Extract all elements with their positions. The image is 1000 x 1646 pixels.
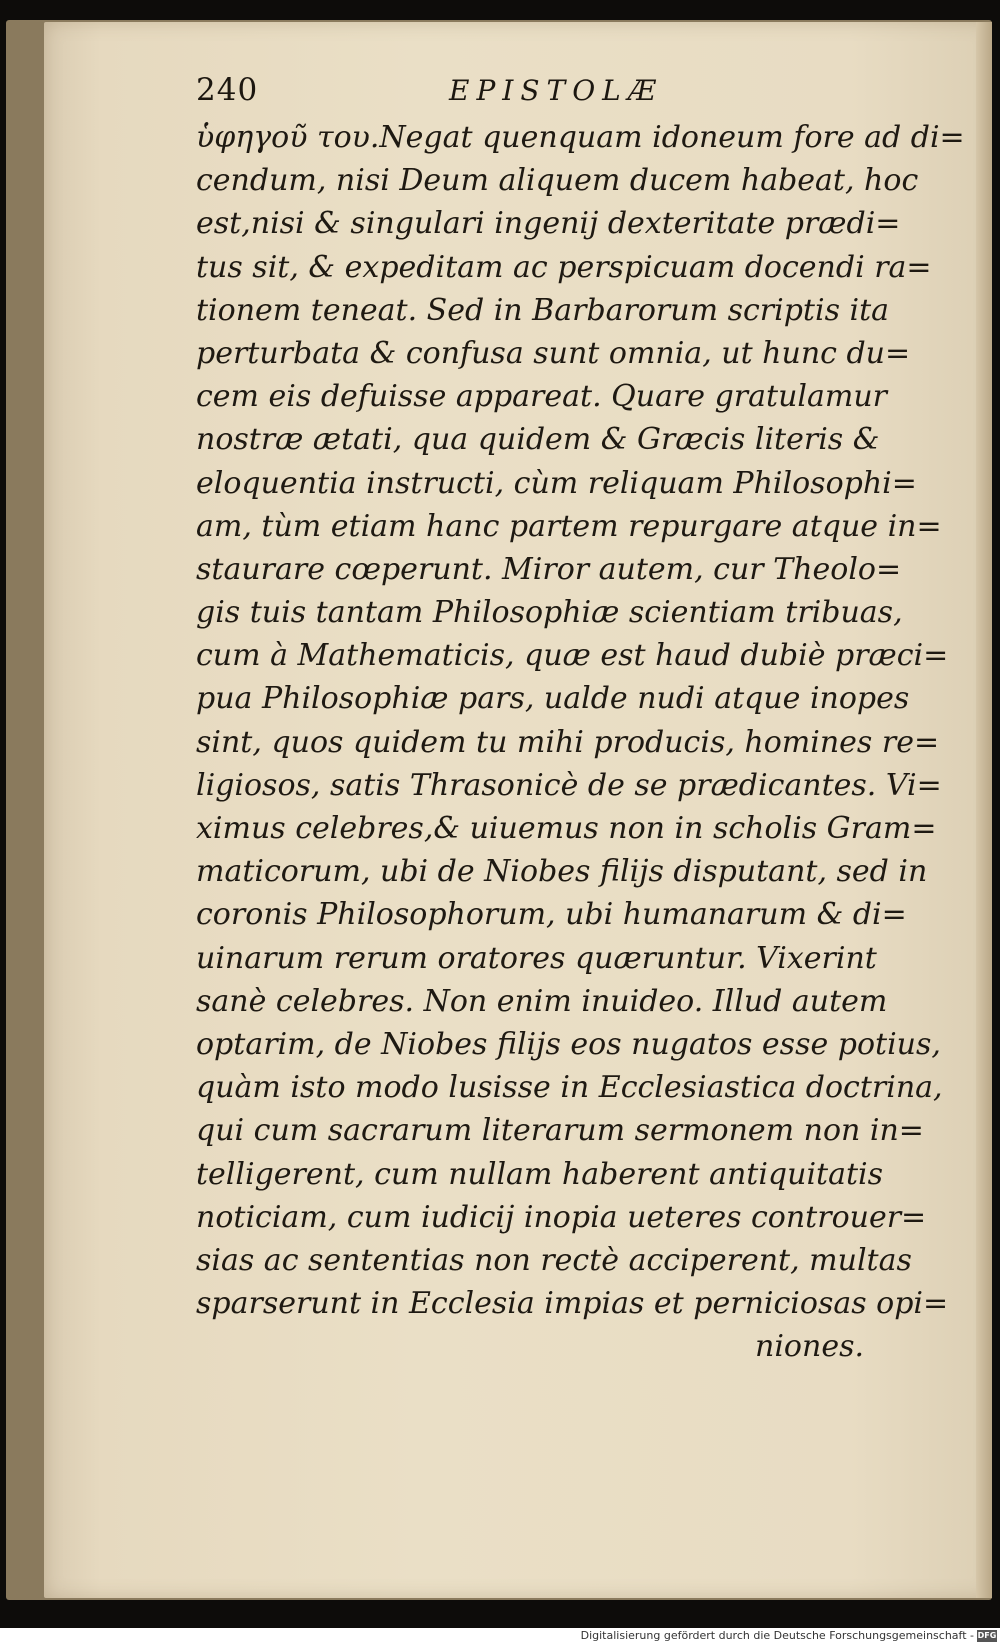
text-line: cem eis defuisse appareat. Quare gratulamur xyxy=(196,379,887,415)
text-line: sanè celebres. Non enim inuideo. Illud autem xyxy=(196,983,888,1019)
text-line: staurare cœperunt. Miror autem, cur Theolo= xyxy=(196,551,902,587)
text-line: sias ac sententias non rectè acciperent, multas xyxy=(196,1242,912,1278)
text-line: uinarum rerum oratores quæruntur. Vixerint xyxy=(196,940,877,976)
text-line: noticiam, cum iudicij inopia ueteres controuer= xyxy=(196,1199,927,1235)
text-line: pua Philosophiæ pars, ualde nudi atque inopes xyxy=(196,681,910,717)
text-line: qui cum sacrarum literarum sermonem non in= xyxy=(196,1113,924,1149)
text-line: cendum, nisi Deum aliquem ducem habeat, hoc xyxy=(196,163,919,199)
text-line: niones. xyxy=(755,1329,864,1365)
text-line: gis tuis tantam Philosophiæ scientiam tribuas, xyxy=(196,595,903,631)
body-text xyxy=(196,116,965,1368)
text-line: telligerent, cum nullam haberent antiquitatis xyxy=(196,1156,884,1192)
text-line: sint, quos quidem tu mihi producis, homines re= xyxy=(196,724,940,760)
text-line: ὑφηγοῦ του.Negat quenquam idoneum fore ad di= xyxy=(196,120,965,155)
text-line: eloquentia instructi, cùm reliquam Philosophi= xyxy=(196,465,917,501)
text-line: ligiosos, satis Thrasonicè de se prædicantes. Vi= xyxy=(196,767,942,803)
text-line: nostræ ætati, qua quidem & Græcis literis & xyxy=(196,422,880,458)
page-number: 240 xyxy=(196,72,259,108)
text-line: cum à Mathematicis, quæ est haud dubiè præci= xyxy=(196,638,949,674)
text-line: maticorum, ubi de Niobes filijs disputant, sed in xyxy=(196,854,928,890)
text-line: sparserunt in Ecclesia impias et perniciosas opi= xyxy=(196,1286,949,1322)
text-line: tus sit, & expeditam ac perspicuam docendi ra= xyxy=(196,249,932,285)
text-line: quàm isto modo lusisse in Ecclesiastica doctrina, xyxy=(196,1070,943,1106)
footer-credit: Digitalisierung gefördert durch die Deutsche Forschungsgemeinschaft - xyxy=(580,1629,974,1642)
text-line: ximus celebres,& uiuemus non in scholis Gram= xyxy=(196,811,937,846)
running-head xyxy=(196,72,756,120)
running-head-title: EPISTOLÆ xyxy=(449,74,663,107)
text-line: est,nisi & singulari ingenij dexteritate prædi= xyxy=(196,206,901,242)
text-line: tionem teneat. Sed in Barbarorum scriptis ita xyxy=(196,292,890,328)
text-line: perturbata & confusa sunt omnia, ut hunc du= xyxy=(196,335,911,371)
text-line: coronis Philosophorum, ubi humanarum & di= xyxy=(196,897,907,933)
footer-bar xyxy=(0,1628,1000,1646)
text-line: am, tùm etiam hanc partem repurgare atque in= xyxy=(196,508,942,544)
text-line: optarim, de Niobes filijs eos nugatos esse potius, xyxy=(196,1026,941,1062)
dfg-logo: DFG xyxy=(977,1631,997,1640)
page-fore-edge xyxy=(976,22,992,1598)
